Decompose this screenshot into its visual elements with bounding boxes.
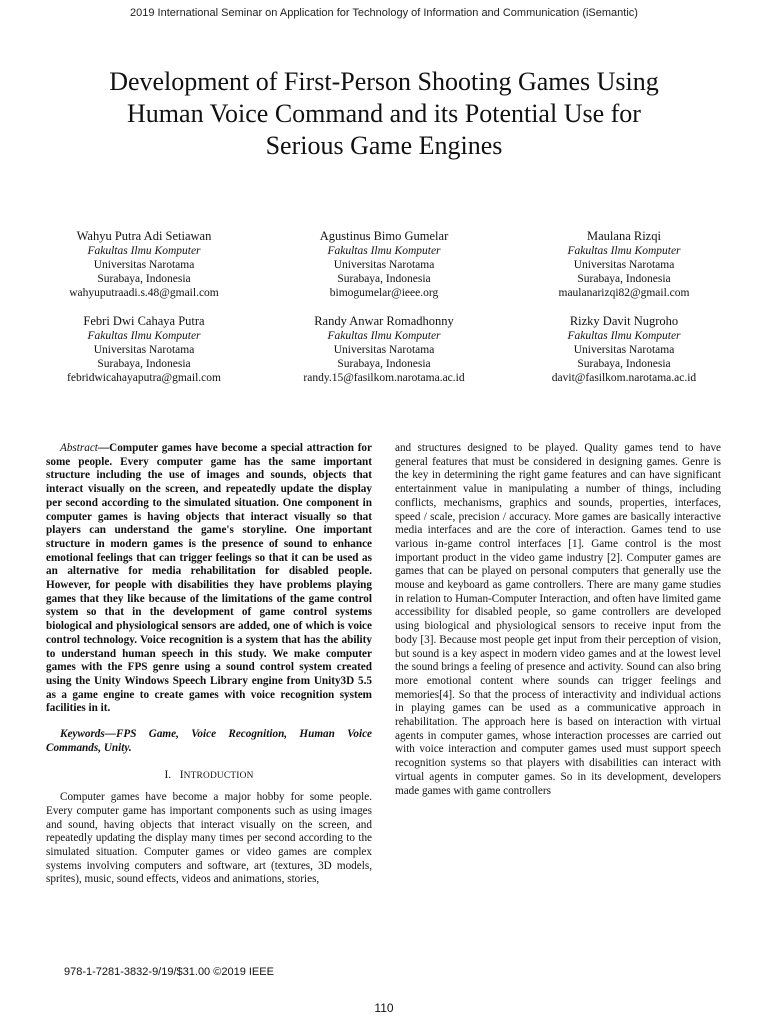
author-name: Wahyu Putra Adi Setiawan xyxy=(76,229,212,243)
author-location: Surabaya, Indonesia xyxy=(337,273,431,285)
paper-title xyxy=(40,66,728,162)
title-line: Development of First-Person Shooting Games Using xyxy=(109,67,659,96)
left-column xyxy=(46,442,372,887)
author-row xyxy=(0,313,768,391)
conference-header: 2019 International Seminar on Application for Technology of Information and Communication (iSemantic) xyxy=(130,7,638,19)
author-university: Universitas Narotama xyxy=(333,344,435,356)
author-email: maulanarizqi82@gmail.com xyxy=(558,287,690,299)
author-block xyxy=(264,228,504,300)
author-email: davit@fasilkom.narotama.ac.id xyxy=(551,372,697,384)
section-heading xyxy=(46,769,372,784)
author-email: randy.15@fasilkom.narotama.ac.id xyxy=(303,372,465,384)
author-name: Randy Anwar Romadhonny xyxy=(314,314,454,328)
author-block xyxy=(24,313,264,385)
author-block xyxy=(504,313,744,385)
title-line: Human Voice Command and its Potential Use for xyxy=(127,99,641,128)
author-name: Maulana Rizqi xyxy=(587,229,661,243)
author-location: Surabaya, Indonesia xyxy=(97,273,191,285)
author-block xyxy=(504,228,744,300)
page-number: 110 xyxy=(374,1001,394,1015)
section-title-first: I xyxy=(179,769,184,782)
author-university: Universitas Narotama xyxy=(93,344,195,356)
author-name: Febri Dwi Cahaya Putra xyxy=(83,314,205,328)
section-title-rest: NTRODUCTION xyxy=(183,771,254,782)
author-university: Universitas Narotama xyxy=(93,259,195,271)
abstract-label: Abstract xyxy=(60,442,98,454)
author-location: Surabaya, Indonesia xyxy=(97,358,191,370)
copyright-footer: 978-1-7281-3832-9/19/$31.00 ©2019 IEEE xyxy=(64,966,274,978)
author-university: Universitas Narotama xyxy=(573,344,675,356)
intro-paragraph-continued: and structures designed to be played. Quality games tend to have general features that must be considered in designing games. Genre is the key in determining the right game features and can have significant entertainment value in manipulating a number of things, including conflicts, mechanisms, graphics and sounds, properties, interfaces, speed / scale, precision / accuracy. More games are basically interactive media interfaces and are the core of interaction. Games tend to use various in-game control interfaces [1]. Game control is the most important product in the video game industry [2]. Computer games are games that can be played on personal computers that generally use the mouse and keyboard as game controllers. There are many game studies in relation to Human-Computer Interaction, and often have limited game accessibility for disabled people, so game controllers are developed using biological and physiological sensors to receive input from the body [3]. Because most people get input from their perception of vision, but sound is a key aspect in modern video games and at the lowest level the sound brings a feeling of presence and activity. Sound can also bring more emotional content where sounds can trigger feelings and memories[4]. So that the process of interactivity and individual actions in playing games can be used as a communicative approach in rehabilitation. The approach here is based on interaction with virtual agents in computer games, whose interaction processes are carried out with voice interaction and computer games used must support speech recognition systems so that players with disabilities can interact with virtual agents in computer games. So in its development, developers made games with game controllers xyxy=(395,442,721,797)
author-university: Universitas Narotama xyxy=(573,259,675,271)
abstract xyxy=(46,442,372,716)
author-block xyxy=(264,313,504,385)
author-name: Rizky Davit Nugroho xyxy=(569,314,679,328)
author-affiliation: Fakultas Ilmu Komputer xyxy=(567,330,681,342)
author-affiliation: Fakultas Ilmu Komputer xyxy=(567,245,681,257)
title-line: Serious Game Engines xyxy=(265,131,503,160)
author-block xyxy=(24,228,264,300)
author-location: Surabaya, Indonesia xyxy=(577,273,671,285)
author-location: Surabaya, Indonesia xyxy=(337,358,431,370)
author-email: febridwicahayaputra@gmail.com xyxy=(67,372,221,384)
author-name: Agustinus Bimo Gumelar xyxy=(319,229,449,243)
author-affiliation: Fakultas Ilmu Komputer xyxy=(327,330,441,342)
author-email: bimogumelar@ieee.org xyxy=(329,287,439,299)
author-row xyxy=(0,228,768,306)
author-affiliation: Fakultas Ilmu Komputer xyxy=(87,245,201,257)
section-number: I. xyxy=(164,769,172,782)
author-university: Universitas Narotama xyxy=(333,259,435,271)
keywords: Keywords—FPS Game, Voice Recognition, Human Voice Commands, Unity. xyxy=(46,728,372,754)
author-affiliation: Fakultas Ilmu Komputer xyxy=(327,245,441,257)
author-email: wahyuputraadi.s.48@gmail.com xyxy=(69,287,219,299)
intro-paragraph: Computer games have become a major hobby for some people. Every computer game has important components such as using images and sound, having objects that interact visually on the screen, and repeatedly updating the display many times per second according to the simulated situation. Computer games or video games are complex systems involving computers and software, art (textures, 3D models, sprites), music, sound effects, videos and animations, stories, xyxy=(46,791,372,886)
author-location: Surabaya, Indonesia xyxy=(577,358,671,370)
abstract-text: —Computer games have become a special attraction for some people. Every computer game has the same important structure including the use of images and sounds, objects that interact visually on the screen, and repeatedly update the display per second according to the simulated situation. One component in computer games is having objects that interact visually so that players can understand the game's storyline. One important structure in modern games is the presence of sound to enhance emotional feelings that can trigger feelings so that it can be used as an alternative for media rehabilitation for disabled people. However, for people with disabilities they have problems playing games that they like because of the limitations of the game control system so that in the development of game control systems biological and physiological sensors are added, one of which is voice control technology. Voice recognition is a system that has the ability to understand human speech in this study. We make computer games with the FPS genre using a sound control system created using the Unity Windows Speech Library engine from Unity3D 5.5 as a game engine to create games with voice recognition system facilities in it. xyxy=(46,442,372,715)
right-column xyxy=(395,442,721,798)
author-affiliation: Fakultas Ilmu Komputer xyxy=(87,330,201,342)
